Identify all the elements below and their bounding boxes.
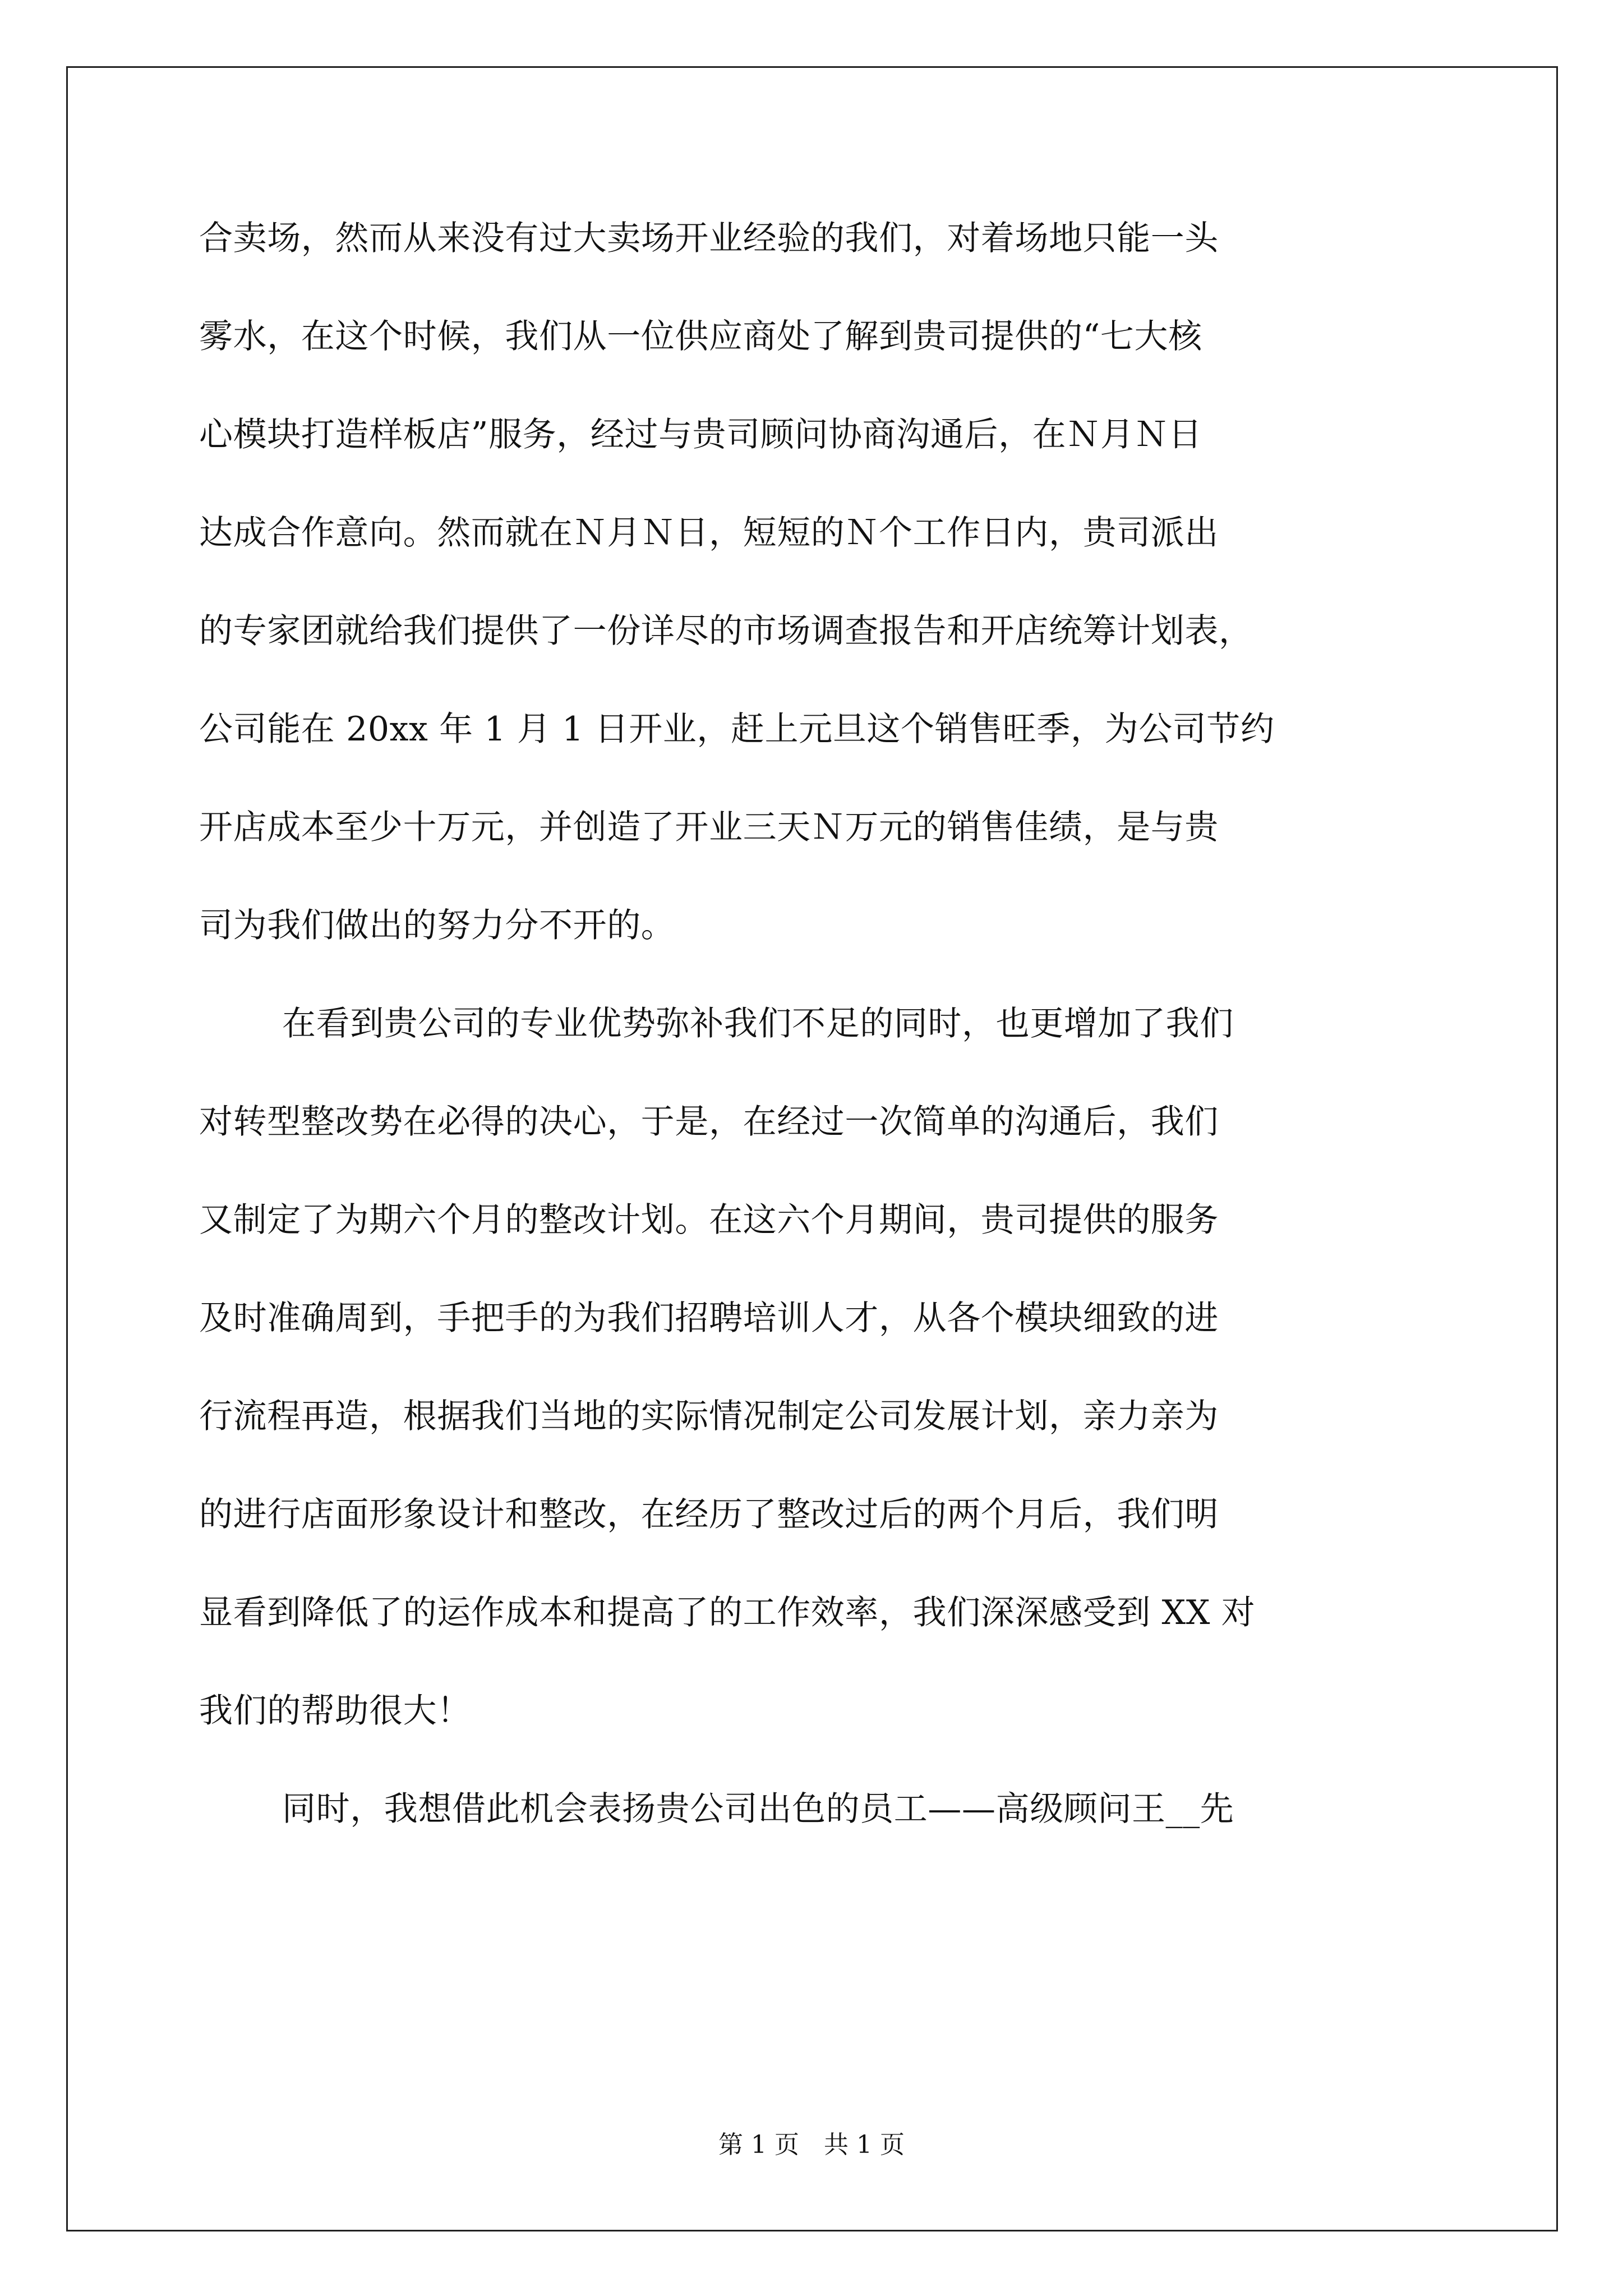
text-line: 心模块打造样板店”服务，经过与贵司顾问协商沟通后，在Ｎ月Ｎ日	[199, 415, 1202, 454]
text-line: 公司能在 20xx 年 1 月 1 日开业，赶上元旦这个销售旺季，为公司节约	[199, 710, 1275, 749]
text-line: 达成合作意向。然而就在Ｎ月Ｎ日，短短的Ｎ个工作日内，贵司派出	[199, 513, 1219, 553]
text-line: 显看到降低了的运作成本和提高了的工作效率，我们深深感受到 XX 对	[199, 1593, 1256, 1632]
text-line: 对转型整改势在必得的决心，于是，在经过一次简单的沟通后，我们	[199, 1102, 1219, 1142]
text-line: 的专家团就给我们提供了一份详尽的市场调查报告和开店统筹计划表，	[199, 611, 1253, 651]
paragraph-first-line: 同时，我想借此机会表扬贵公司出色的员工——高级顾问王__先	[282, 1789, 1234, 1829]
text-line: 行流程再造，根据我们当地的实际情况制定公司发展计划，亲力亲为	[199, 1397, 1219, 1436]
text-line: 合卖场，然而从来没有过大卖场开业经验的我们，对着场地只能一头	[199, 219, 1219, 258]
text-line: 的进行店面形象设计和整改，在经历了整改过后的两个月后，我们明	[199, 1495, 1219, 1534]
page-number-footer: 第 1 页 共 1 页	[718, 2131, 905, 2159]
text-line: 司为我们做出的努力分不开的。	[199, 906, 675, 945]
text-line: 雾水，在这个时候，我们从一位供应商处了解到贵司提供的“七大核	[199, 317, 1202, 356]
paragraph-first-line: 在看到贵公司的专业优势弥补我们不足的同时，也更增加了我们	[282, 1004, 1234, 1043]
text-line: 又制定了为期六个月的整改计划。在这六个月期间，贵司提供的服务	[199, 1200, 1219, 1240]
text-line: 及时准确周到，手把手的为我们招聘培训人才，从各个模块细致的进	[199, 1299, 1219, 1338]
text-line: 我们的帮助很大！	[199, 1691, 471, 1731]
text-line: 开店成本至少十万元，并创造了开业三天Ｎ万元的销售佳绩，是与贵	[199, 808, 1219, 847]
document-body	[199, 219, 1438, 1890]
